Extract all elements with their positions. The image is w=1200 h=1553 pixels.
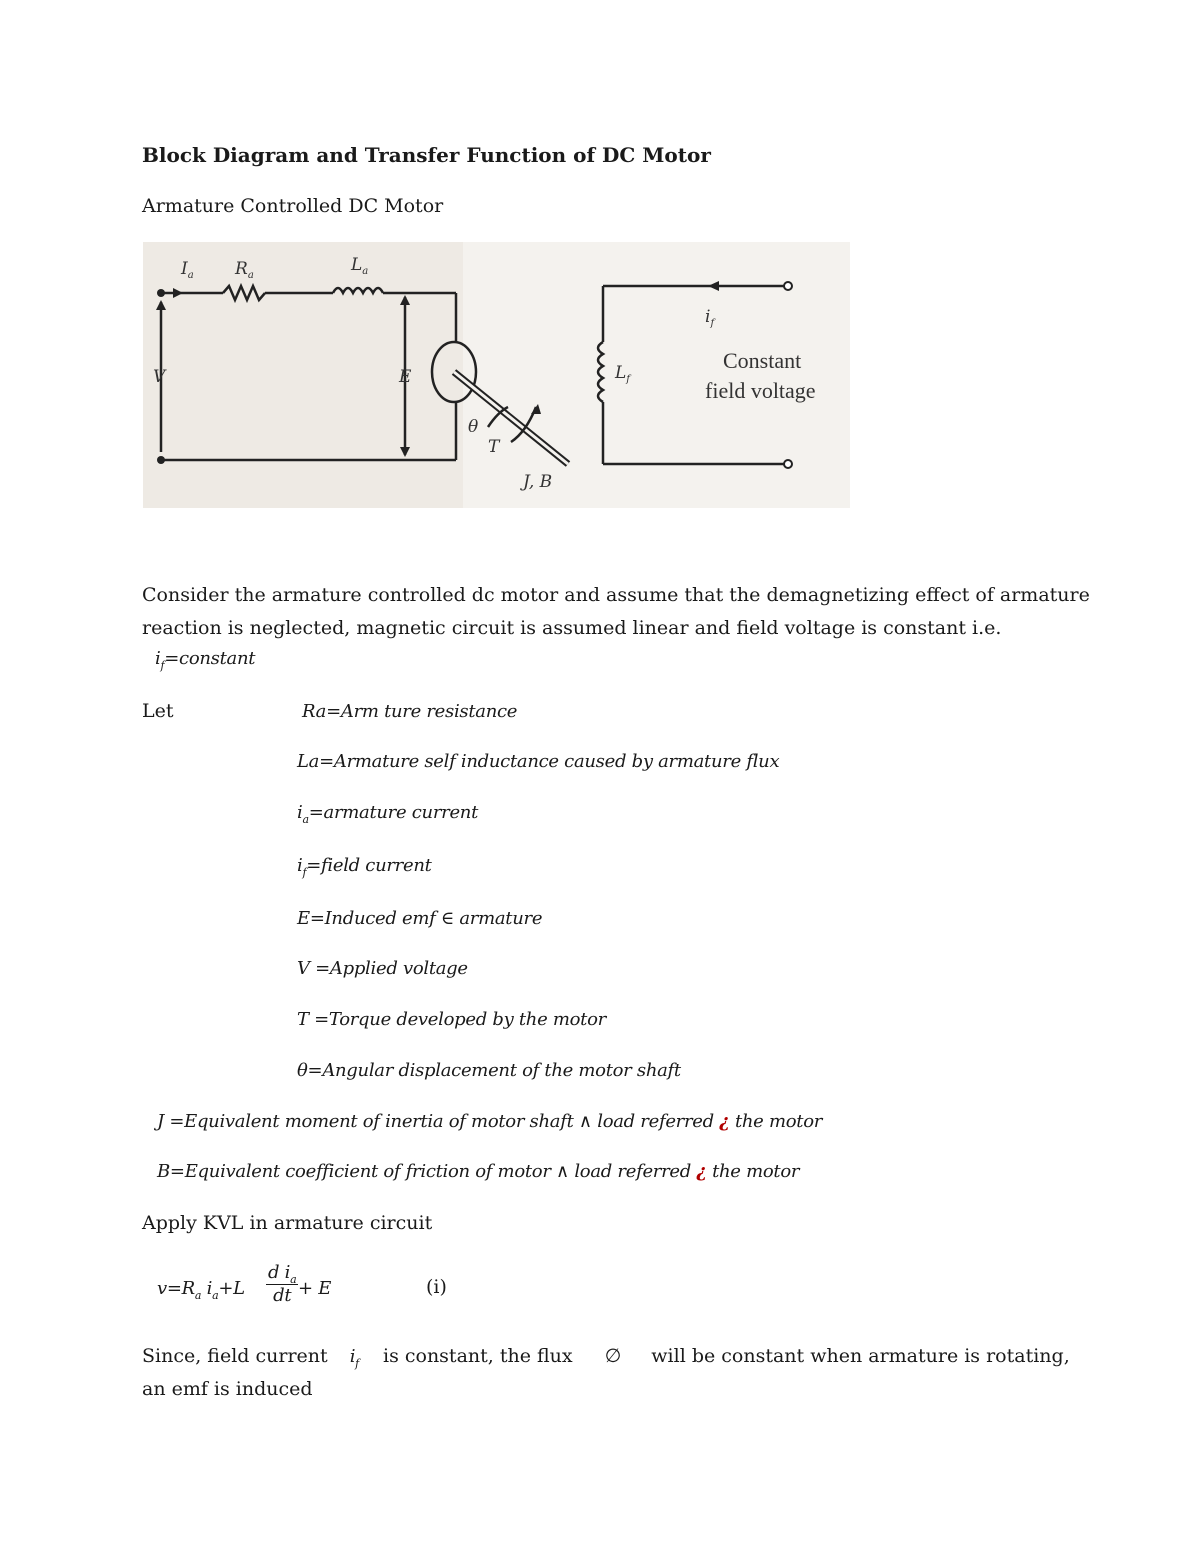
label-theta: θ [468, 417, 479, 437]
def-theta: θ=Angular displacement of the motor shaft [297, 1060, 681, 1081]
flux-symbol: ∅ [604, 1345, 622, 1367]
label-constant: Constant [723, 348, 802, 373]
since-if-symbol: $i_f$ [349, 1346, 359, 1370]
def-e: E=Induced emf ∈ armature [297, 908, 543, 929]
kvl-denominator: dt [273, 1285, 292, 1306]
def-if: $i_f=field$ current [297, 855, 432, 879]
kvl-fraction [266, 1262, 298, 1306]
field-terminal-top [784, 282, 792, 290]
kvl-equation-left: $v=R_a$ $i_a+L$ [157, 1278, 245, 1302]
kvl-numerator: d $i_a$ [268, 1262, 297, 1286]
def-ra: Ra=Arm ture resistance [302, 701, 518, 722]
intro-line-2: reaction is neglected, magnetic circuit is assumed linear and field voltage is constant i.e. [142, 617, 1002, 639]
def-b: B=Equivalent coefficient of friction of motor ∧ load referred ¿ the motor [157, 1161, 800, 1182]
label-la: $L_a$ [351, 255, 369, 277]
label-if: $i_f$ [705, 307, 715, 329]
def-la: La=Armature self inductance caused by armature flux [297, 751, 780, 772]
label-ia: $I_a$ [181, 259, 194, 281]
terminal-bottom-left [157, 456, 165, 464]
label-jb: J, B [523, 472, 553, 492]
kvl-heading: Apply KVL in armature circuit [142, 1212, 433, 1234]
label-v: V [153, 367, 166, 387]
def-j: J =Equivalent moment of inertia of motor shaft ∧ load referred ¿ the motor [157, 1111, 823, 1132]
section-subtitle: Armature Controlled DC Motor [142, 195, 444, 217]
field-terminal-bottom [784, 460, 792, 468]
def-ia: $i_a=armature$ current [297, 802, 479, 826]
circuit-diagram [143, 242, 850, 508]
label-e: E [399, 367, 412, 387]
def-t: T =Torque developed by the motor [297, 1009, 606, 1030]
constant-field-equation: $i_f=constant$ [155, 648, 256, 672]
label-lf: $L_f$ [615, 363, 630, 385]
terminal-top-left [157, 289, 165, 297]
equation-number: (i) [426, 1276, 447, 1298]
let-label: Let [142, 700, 174, 722]
label-ra: $R_a$ [235, 259, 254, 281]
page-title: Block Diagram and Transfer Function of DC Motor [142, 143, 711, 167]
kvl-equation-right: + E [298, 1278, 332, 1299]
def-v: V =Applied voltage [297, 958, 468, 979]
label-field-voltage: field voltage [705, 378, 816, 403]
since-line-2: an emf is induced [142, 1378, 313, 1400]
intro-line-1: Consider the armature controlled dc motor and assume that the demagnetizing effect of armature [142, 584, 1090, 606]
since-line-1: Since, field current $i_f$ is constant, the flux ∅ will be constant when armature is rotating, [142, 1345, 1070, 1370]
label-t: T [488, 437, 500, 457]
figure-left-panel [143, 242, 463, 508]
